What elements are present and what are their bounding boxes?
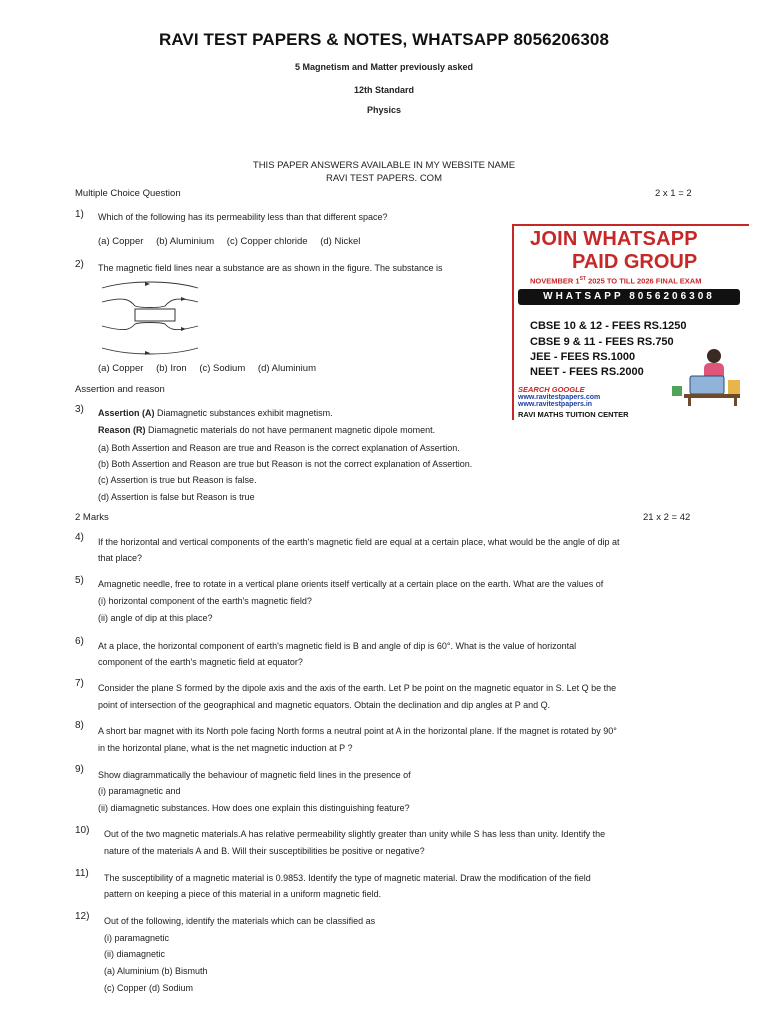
assertion: Assertion (A) Diamagnetic substances exhibit magnetism. [98, 408, 333, 418]
advert-fee: CBSE 9 & 11 - FEES RS.750 [530, 336, 674, 348]
question-text: (ii) diamagnetic substances. How does one explain this distinguishing feature? [98, 803, 410, 813]
advert-headline-2: PAID GROUP [572, 251, 698, 273]
question-text: Which of the following has its permeability less than that different space? [98, 212, 388, 222]
advert-date: NOVEMBER 1ST 2025 TO TILL 2026 FINAL EXAM [530, 276, 702, 286]
question-text: Out of the following, identify the materials which can be classified as [104, 916, 376, 926]
advert-center-name: RAVI MATHS TUITION CENTER [518, 410, 629, 419]
question-number: 10) [75, 825, 90, 836]
question-number: 6) [75, 636, 84, 647]
two-marks-section-label: 2 Marks [75, 512, 109, 523]
question-text: point of intersection of the geographical and magnetic equators. Obtain the declination and dip angles at P and Q. [98, 700, 551, 710]
question-number: 4) [75, 532, 84, 543]
ar-option: (c) Assertion is true but Reason is false. [98, 475, 257, 485]
question-number: 8) [75, 720, 84, 731]
ar-option: (d) Assertion is false but Reason is true [98, 492, 255, 502]
question-text: that place? [98, 553, 143, 563]
question-text: pattern on keeping a piece of this material in a uniform magnetic field. [104, 889, 382, 899]
tutor-illustration-icon [670, 346, 748, 406]
website-note-line2: RAVI TEST PAPERS. COM [326, 173, 442, 184]
website-note-line1: THIS PAPER ANSWERS AVAILABLE IN MY WEBSITE NAME [252, 160, 516, 171]
assertion-label: Assertion (A) [98, 408, 155, 418]
question-text: Show diagrammatically the behaviour of magnetic field lines in the presence of [98, 770, 411, 780]
question-number: 12) [75, 911, 90, 922]
advert-fee: JEE - FEES RS.1000 [530, 351, 636, 363]
question-text: component of the earth's magnetic field at equator? [98, 657, 303, 667]
question-text: (ii) diamagnetic [104, 949, 166, 959]
option: (b) Aluminium [156, 236, 215, 247]
question-text: At a place, the horizontal component of earth's magnetic field is B and angle of dip is 60°. What is the value of horizontal [98, 641, 577, 651]
advert-whatsapp-number: WHATSAPP 8056206308 [518, 289, 740, 305]
ar-section-label: Assertion and reason [75, 384, 165, 395]
question-text: The magnetic field lines near a substance are as shown in the figure. The substance is [98, 263, 443, 273]
question-text: nature of the materials A and B. Will their susceptibilities be positive or negative? [104, 846, 425, 856]
ar-option: (b) Both Assertion and Reason are true but Reason is not the correct explanation of Assertion. [98, 459, 473, 469]
q2-options [98, 363, 326, 374]
question-text: Consider the plane S formed by the dipole axis and the axis of the earth. Let P be point on the magnetic equator in S. Let Q be the [98, 683, 617, 693]
question-text: The susceptibility of a magnetic material is 0.9853. Identify the type of magnetic material. Draw the modification of the field [104, 873, 591, 883]
question-text: Amagnetic needle, free to rotate in a vertical plane orients itself vertically at a certain place on the earth. What are the values of [98, 579, 604, 589]
question-text: (i) horizontal component of the earth's magnetic field? [98, 596, 312, 606]
mcq-section-marks: 2 x 1 = 2 [655, 188, 692, 199]
option: (b) Iron [156, 363, 187, 374]
advert-url: www.ravitestpapers.in [518, 401, 593, 408]
advert-headline: JOIN WHATSAPP [530, 228, 698, 250]
question-text: (ii) angle of dip at this place? [98, 613, 213, 623]
question-text: (c) Copper (d) Sodium [104, 983, 194, 993]
advert-fee: NEET - FEES RS.2000 [530, 366, 644, 378]
question-number: 7) [75, 678, 84, 689]
field-lines-figure [100, 278, 200, 358]
question-number: 3) [75, 404, 84, 415]
ar-option: (a) Both Assertion and Reason are true and Reason is the correct explanation of Assertion. [98, 443, 460, 453]
standard-label: 12th Standard [353, 85, 414, 95]
question-text: (a) Aluminium (b) Bismuth [104, 966, 208, 976]
paper-subtitle: 5 Magnetism and Matter previously asked [294, 62, 474, 72]
option: (a) Copper [98, 236, 144, 247]
question-text: A short bar magnet with its North pole facing North forms a neutral point at A in the horizontal plane. If the magnet is rotated by 90° [98, 726, 617, 736]
question-number: 2) [75, 259, 84, 270]
question-text: (i) paramagnetic [104, 933, 170, 943]
option: (c) Copper chloride [226, 236, 308, 247]
question-text: (i) paramagnetic and [98, 786, 181, 796]
question-text: If the horizontal and vertical components of the earth's magnetic field are equal at a certain place, what would be the angle of dip at [98, 537, 620, 547]
option: (d) Nickel [320, 236, 361, 247]
advert-fee: CBSE 10 & 12 - FEES RS.1250 [530, 320, 687, 332]
question-text: Out of the two magnetic materials.A has relative permeability slightly greater than unity while S has less than unity. Identify the [104, 829, 606, 839]
mcq-section-label: Multiple Choice Question [75, 188, 181, 199]
reason-label: Reason (R) [98, 425, 146, 435]
q1-options [98, 236, 370, 247]
option: (a) Copper [98, 363, 144, 374]
advert-search-label: SEARCH GOOGLE [518, 385, 585, 394]
two-marks-section-total: 21 x 2 = 42 [643, 512, 691, 523]
question-text: in the horizontal plane, what is the net magnetic induction at P ? [98, 743, 353, 753]
question-number: 1) [75, 209, 84, 220]
question-number: 5) [75, 575, 84, 586]
advert-url: www.ravitestpapers.com [518, 394, 601, 401]
reason: Reason (R) Diamagnetic materials do not have permanent magnetic dipole moment. [98, 425, 436, 435]
page-title: RAVI TEST PAPERS & NOTES, WHATSAPP 8056206308 [158, 30, 610, 49]
option: (d) Aluminium [257, 363, 316, 374]
subject-label: Physics [366, 105, 402, 115]
question-number: 11) [75, 868, 89, 879]
whatsapp-group-advert [510, 220, 755, 420]
option: (c) Sodium [199, 363, 246, 374]
question-number: 9) [75, 764, 84, 775]
